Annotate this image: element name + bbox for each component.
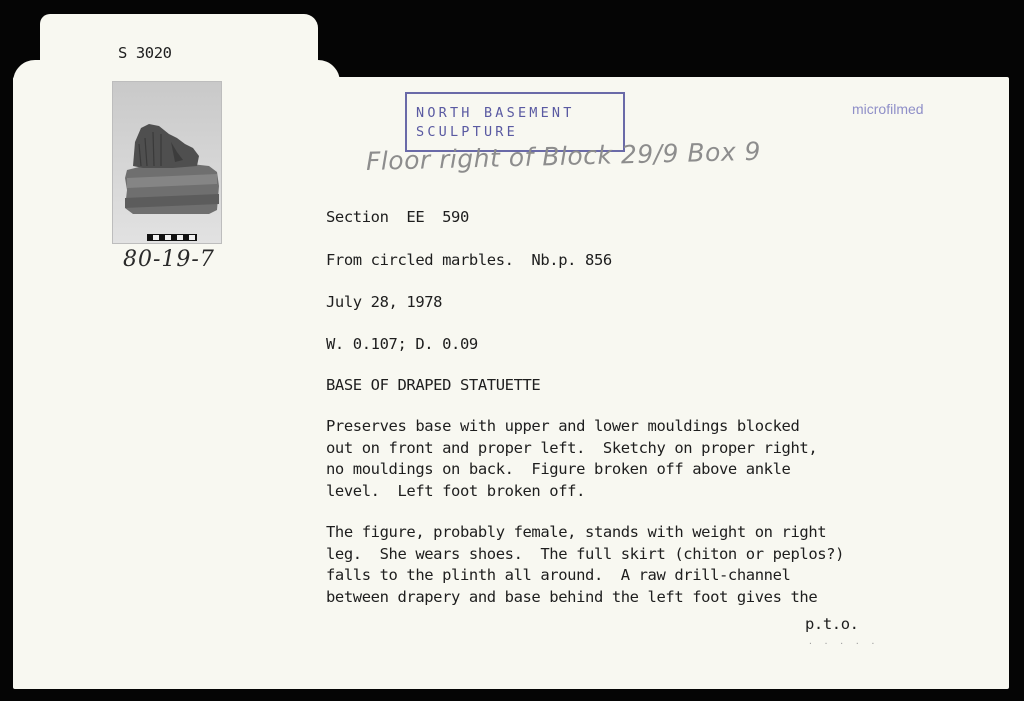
description-1-line: Preserves base with upper and lower mouldings blocked	[326, 417, 800, 435]
description-2-line: between drapery and base behind the left foot gives the	[326, 587, 818, 606]
catalog-number: S 3020	[118, 44, 172, 62]
statuette-base-photo	[113, 82, 222, 244]
description-2-line: leg. She wears shoes. The full skirt (chiton or peplos?)	[326, 544, 845, 563]
description-1-line: level. Left foot broken off.	[326, 481, 586, 500]
description-paragraph-1	[326, 416, 817, 502]
description-paragraph-2	[326, 522, 844, 608]
provenance-line: From circled marbles. Nb.p. 856	[326, 251, 612, 269]
object-photo	[112, 81, 222, 244]
inventory-number-handwritten: 80-19-7	[123, 247, 215, 272]
microfilmed-stamp: microfilmed	[852, 101, 924, 117]
pencil-location-note: Floor right of Block 29/9 Box 9	[365, 136, 762, 176]
dimensions-line: W. 0.107; D. 0.09	[326, 335, 478, 353]
object-title: BASE OF DRAPED STATUETTE	[326, 376, 541, 394]
description-1-line: no mouldings on back. Figure broken off above ankle	[326, 460, 791, 478]
stamp-line-2: SCULPTURE	[416, 124, 518, 140]
pto-dot-marks: . . . . .	[808, 637, 879, 646]
description-1-line: out on front and proper left. Sketchy on proper right,	[326, 438, 818, 457]
please-turn-over: p.t.o.	[805, 615, 859, 633]
stamp-line-1: NORTH BASEMENT	[416, 105, 575, 121]
description-2-line: The figure, probably female, stands with weight on right	[326, 523, 827, 541]
description-2-line: falls to the plinth all around. A raw drill-channel	[326, 566, 791, 584]
section-line: Section EE 590	[326, 208, 469, 226]
date-line: July 28, 1978	[326, 293, 443, 311]
